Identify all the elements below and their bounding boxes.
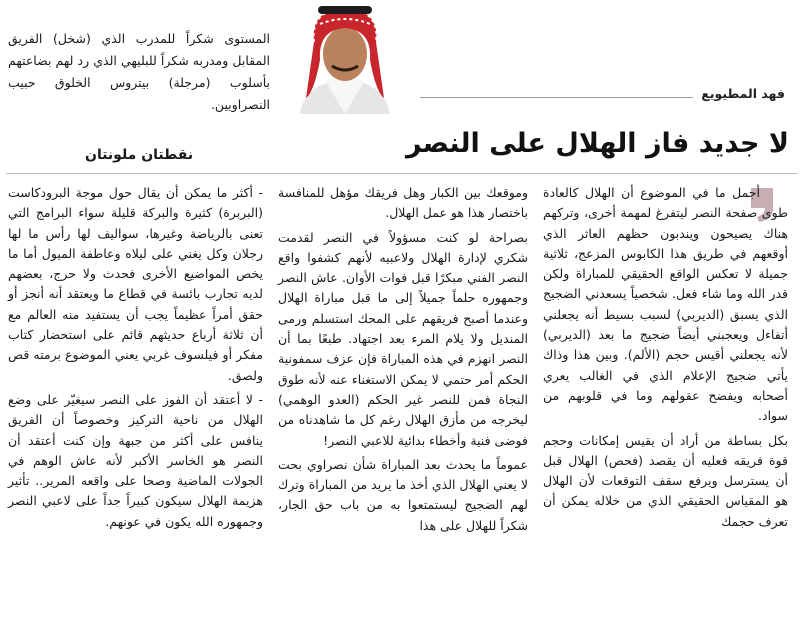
header-divider (6, 173, 797, 174)
intro-paragraph: المستوى شكراً للمدرب الذي (شخل) الفريق المقابل ومدربه شكراً للبليهي الذي رد لهم بضاعتهم بأسلوب (مرجلة) بيتروس الخلوق حبيب النصراويين. (8, 31, 270, 112)
section-title: نقطتان ملونتان (85, 147, 194, 163)
column-paragraph: بكل بساطة من أراد أن يقيس إمكانات وحجم قوة فريقه فعليه أن يقصد (فحص) الهلال قبل أن يسترسل ويرفع سقف التوقعات لأن الهلال هو المقياس الحقيقي الذي من خلاله يمكن أن تعرف حجمك (543, 432, 788, 529)
author-photo (280, 2, 410, 114)
article-column-middle (278, 183, 528, 536)
column-paragraph: بصراحة لو كنت مسؤولاً في النصر لقدمت شكري لإدارة الهلال ولاعبيه لأنهم كشفوا واقع النصر الفني مبكرًا قبل فوات الأوان. عاش النصر وجمهوره حلماً جميلاً إلى ما قبل مباراة الهلال وعندما أصبح فريقهم على المحك استسلم ورمى المنديل ولا يلام المرء بعد اجتهاد. طبعًا بما أن النصر انهزم في هذه المباراة فإن عزف سمفونية الحكم أمر حتمي لا يمكن الاستغناء عنه لأنه طوق النجاة فمن للنصر غير الحكم (العدو الوهمي) ليخرجه من مأزق الهلال رغم كل ما شاهدناه من فوضى فنية وأخطاء بدائية للاعبي النصر! (278, 229, 528, 448)
article-column-left (8, 183, 263, 532)
column-paragraph: وموقعك بين الكبار وهل فريقك مؤهل للمنافسة باختصار هذا هو عمل الهلال. (278, 185, 528, 221)
article-headline: لا جديد فاز الهلال على النصر (406, 128, 789, 159)
column-paragraph: عموماً ما يحدث بعد المباراة شأن نصراوي بحت لا يعني الهلال الذي أخذ ما يريد من المباراة وترك لهم الضجيج ليستمتعوا به من باب حق الجار، شكراً للهلال على هذا (278, 456, 528, 533)
column-paragraph: - لا أعتقد أن الفوز على النصر سيغيّر على وضع الهلال من ناحية التركيز وخصوصاً أن الفريق ينافس على أكثر من جبهة وإن كنت أعتقد أن النصر هو الخاسر الأكبر لأنه عاش الوهم في الجولات الماضية وصحا على واقعه المرير.. تأثير هزيمة الهلال سيكون كبيراً جداً على لاعبي النصر وجمهوره الله يكون في عونهم. (8, 391, 263, 529)
column-paragraph: - أكثر ما يمكن أن يقال حول موجة البرودكاست (البربرة) كثيرة والبركة قليلة سواء البرامج التي تعنى بالرياضة وغيرها، سواليف لها رأس ما لها رجلان وكل يغني على ليلاه وعاطفة الميول أما ما يخص المواضيع الأخرى فحدث ولا حرج، بعضهم لديه تجارب بائسة في قطاع ما ويعتقد أنه أنجز أو حقق أمراً عظيماً يجب أن يستفيد منه العالم مع أن ثلاثة أرباع حديثهم قائم على استحضار كتاب مفكر أو فيلسوف غربي يعني الموضوع برمته قص ولصق. (8, 185, 263, 383)
article-column-right (543, 183, 788, 532)
column-paragraph: أجمل ما في الموضوع أن الهلال كالعادة طوى صفحة النصر ليتفرغ لمهمة أخرى، وتركهم هناك يصيحون ويندبون حظهم العاثر الذي أوقعهم في طريق هذا الكابوس المزعج، ثلاثية جميلة لا تعكس الواقع الحقيقي للمباراة ولكن قدر الله وما شاء فعل. شخصياً يسعدني الضجيج الذي يسبق (الديربي) لسبب بسيط أنه يجعلني أتفاءل ويعجبني أيضاً ضجيج ما بعد (الديربي) لأنه يجعلني أقيس حجم (الألم). وبين هذا وذاك يأتي ضجيج الإعلام الذي في الغالب يعري أصحابه ويفضح عقولهم وما في قلوبهم من سواد. (543, 185, 788, 424)
author-divider (420, 97, 693, 98)
author-name: فهد المطيويع (701, 86, 785, 101)
